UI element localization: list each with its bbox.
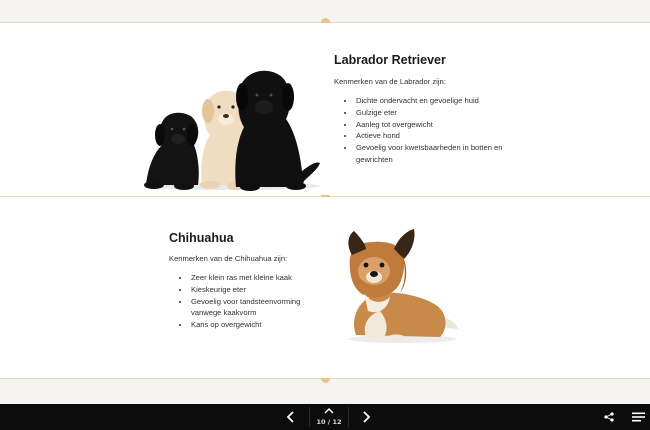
chevron-left-icon (286, 411, 296, 423)
chihuahua-photo (336, 225, 462, 345)
list-item: • Kans op overgewicht (190, 319, 329, 331)
list-item: • Aanleg tot overgewicht (355, 119, 530, 131)
separator (348, 407, 349, 427)
list-item: • Dichte ondervacht en gevoelige huid (355, 95, 530, 107)
labrador-puppies-photo (140, 47, 322, 191)
list-item: • Zeer klein ras met kleine kaak (190, 272, 329, 284)
section-title: Chihuahua (169, 231, 234, 245)
list-item: • Kieskeurige eter (190, 284, 329, 296)
list-item: • Gevoelig voor tandsteenvorming vanwege kaakvorm (190, 296, 329, 320)
page-indicator-button[interactable] (310, 404, 348, 430)
chevron-up-icon (324, 407, 334, 414)
list-item: • Gulzige eter (355, 107, 530, 119)
bottom-navigation-bar (0, 404, 650, 430)
section-intro: Kenmerken van de Labrador zijn: (334, 77, 446, 86)
feature-list (344, 95, 530, 166)
menu-button[interactable] (628, 404, 648, 430)
section-intro: Kenmerken van de Chihuahua zijn: (169, 254, 288, 263)
share-button[interactable] (600, 404, 618, 430)
list-item: • Gevoelig voor kwetsbaarheden in botten en gewrichten (355, 142, 530, 166)
previous-page-button[interactable] (281, 404, 301, 430)
divider-bottom (0, 378, 650, 379)
chevron-right-icon (361, 411, 371, 423)
next-page-button[interactable] (356, 404, 376, 430)
section-labrador (0, 23, 650, 195)
section-chihuahua (0, 197, 650, 378)
section-title: Labrador Retriever (334, 53, 446, 67)
list-item: • Actieve hond (355, 130, 530, 142)
page-number: 10 / 12 (316, 418, 342, 426)
feature-list (179, 272, 329, 331)
menu-icon (632, 412, 645, 422)
share-icon (604, 412, 614, 422)
